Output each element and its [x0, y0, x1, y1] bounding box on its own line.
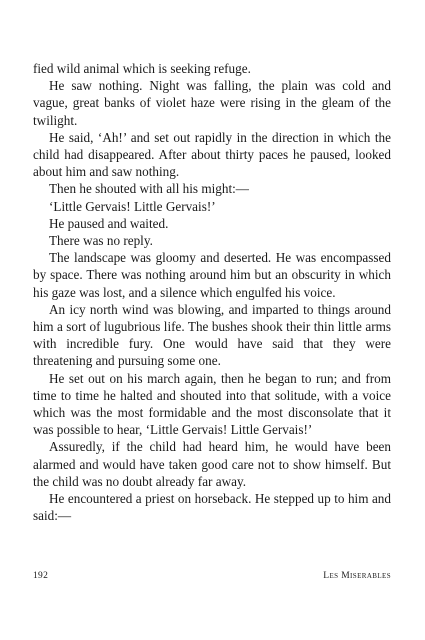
paragraph: He paused and waited.	[49, 215, 169, 231]
paragraph: There was no reply.	[49, 233, 153, 249]
paragraph: He encountered a priest on horseback. He stepped up to him and said:—	[33, 491, 391, 524]
paragraph: The landscape was gloomy and deserted. He was encompassed by space. There was nothing around him but an obscurity in which his gaze was lost, and a silence which engulfed his voice.	[33, 250, 391, 300]
running-head: Les Miserables	[323, 571, 391, 581]
paragraph: He set out on his march again, then he began to run; and from time to time he halted and shouted into that solitude, with a voice which was the most formidable and the most disconsolate that it was possible to hear, ‘Little Gervais! Little Gervais!’	[33, 370, 391, 438]
paragraph: He saw nothing. Night was falling, the plain was cold and vague, great banks of violet haze were rising in the gleam of the twilight.	[33, 78, 391, 128]
paragraph: Then he shouted with all his might:—	[49, 181, 249, 197]
paragraph: He said, ‘Ah!’ and set out rapidly in the direction in which the child had disappeared. After about thirty paces he paused, looked about him and saw nothing.	[33, 129, 391, 180]
page-body	[33, 60, 391, 524]
paragraph: An icy north wind was blowing, and imparted to things around him a sort of lugubrious life. The bushes shook their thin little arms with incredible fury. One would have said that they were threatening and pursuing some one.	[33, 301, 391, 369]
paragraph: fied wild animal which is seeking refuge.	[33, 61, 251, 76]
paragraph: ‘Little Gervais! Little Gervais!’	[49, 198, 216, 214]
page-footer	[33, 571, 391, 585]
page-number: 192	[33, 571, 49, 581]
paragraph: Assuredly, if the child had heard him, he would have been alarmed and would have taken good care not to show himself. But the child was no doubt already far away.	[33, 439, 391, 489]
